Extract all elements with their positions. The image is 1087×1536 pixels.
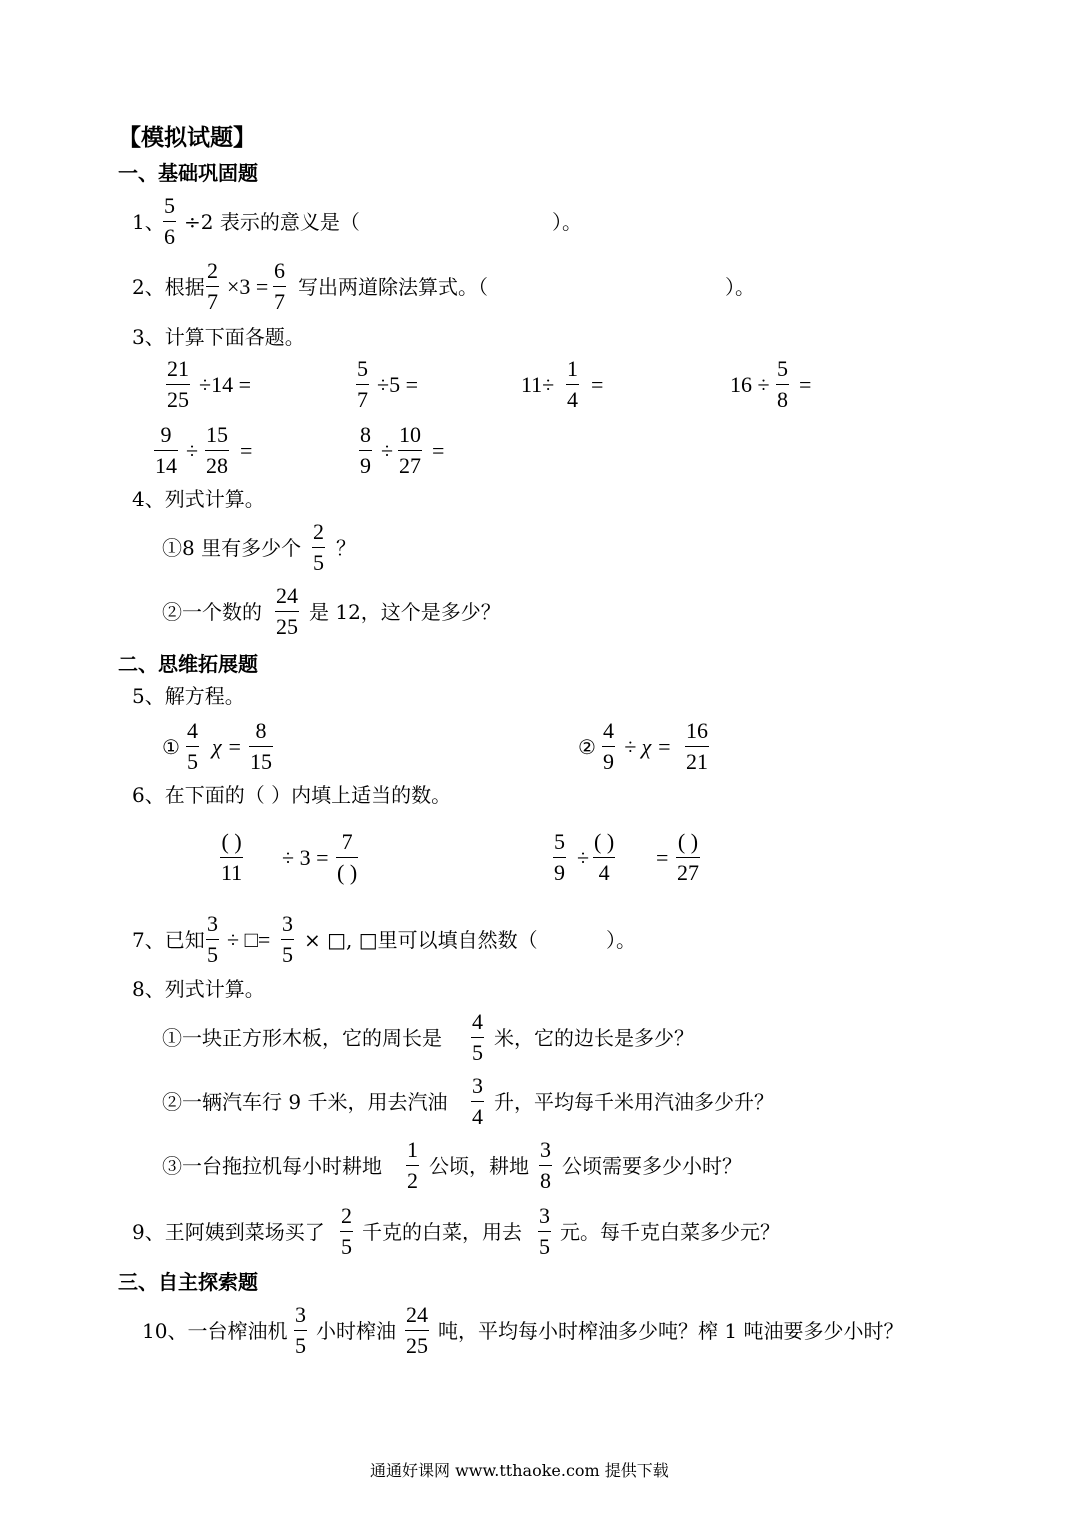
numerator: 1: [407, 1137, 418, 1162]
question-text: 是 12，这个是多少？: [309, 600, 501, 624]
denominator: 5: [295, 1333, 306, 1358]
fraction: [398, 424, 422, 477]
fraction: [406, 1139, 419, 1192]
denominator: 9: [554, 860, 565, 885]
denominator: 8: [777, 387, 788, 412]
operator: =: [656, 845, 669, 870]
denominator: 25: [406, 1333, 428, 1358]
question-label: 7、已知: [132, 928, 205, 952]
variable: ÷ χ =: [624, 734, 672, 759]
numerator: 3: [540, 1137, 551, 1162]
expression-tail: =: [591, 372, 604, 397]
question-text: ②一辆汽车行 9 千米，用去汽油: [162, 1090, 448, 1114]
question-label: 6、在下面的（ ）内填上适当的数。: [132, 783, 452, 807]
fraction: [154, 424, 178, 477]
numerator: 16: [686, 718, 708, 743]
denominator: 11: [221, 860, 243, 885]
item-marker: ②: [578, 735, 596, 759]
fraction: [340, 1205, 353, 1258]
denominator: 28: [206, 453, 228, 478]
fraction: [206, 260, 219, 313]
answer-blank-close: ）。: [552, 210, 582, 234]
fraction: [249, 720, 273, 773]
expression-tail: =: [799, 372, 812, 397]
question-text: 吨，平均每小时榨油多少吨？榨 1 吨油要多少小时？: [438, 1319, 904, 1343]
fraction: [356, 358, 369, 411]
expression-lead: 16 ÷: [730, 372, 770, 397]
question-text: 小时榨油: [316, 1319, 396, 1343]
fraction: [676, 831, 700, 884]
fraction: [273, 260, 286, 313]
fraction: [471, 1011, 484, 1064]
numerator: 8: [255, 718, 267, 743]
fraction: [405, 1304, 429, 1357]
question-label: 5、解方程。: [132, 684, 245, 708]
fraction: [471, 1075, 484, 1128]
operator: ÷: [381, 438, 394, 463]
question-text: ÷2 表示的意义是（: [184, 210, 360, 234]
denominator: 27: [677, 860, 699, 885]
denominator: 4: [598, 860, 610, 885]
operator: ÷: [186, 438, 199, 463]
denominator: 5: [282, 942, 293, 967]
expression-lead: 11÷: [521, 372, 555, 397]
question-text: ③一台拖拉机每小时耕地: [162, 1154, 382, 1178]
fraction: [538, 1205, 551, 1258]
question-text: ②一个数的: [162, 600, 262, 624]
fraction: [206, 913, 219, 966]
numerator: 3: [539, 1203, 550, 1228]
question-label: 3、计算下面各题。: [132, 325, 305, 349]
numerator: 5: [777, 356, 788, 381]
section-heading-exploration: 三、自主探索题: [118, 1270, 258, 1294]
question-text: 升，平均每千米用汽油多少升？: [494, 1090, 774, 1114]
question-text: ①一块正方形木板，它的周长是: [162, 1026, 442, 1050]
question-text: 公顷需要多少小时？: [562, 1154, 742, 1178]
denominator: 7: [207, 289, 218, 314]
question-text: 元。每千克白菜多少元？: [560, 1220, 780, 1244]
denominator: 21: [686, 749, 708, 774]
fraction: [281, 913, 294, 966]
denominator: 5: [539, 1234, 550, 1259]
item-marker: ①: [162, 735, 180, 759]
numerator: 5: [164, 193, 175, 218]
question-text: 公顷，耕地: [429, 1154, 529, 1178]
expression-tail: ÷5 =: [377, 372, 418, 397]
denominator: 9: [603, 749, 614, 774]
denominator: 4: [567, 387, 578, 412]
question-text: 米，它的边长是多少？: [494, 1026, 694, 1050]
page-title: 【模拟试题】: [118, 124, 256, 151]
fraction: [166, 358, 190, 411]
numerator: 7: [341, 829, 353, 854]
operator: ÷: [577, 845, 590, 870]
expression-tail: =: [432, 438, 445, 463]
answer-blank-close: ）。: [725, 275, 755, 299]
numerator: 3: [207, 911, 218, 936]
question-text: × □, □里可以填自然数（: [304, 928, 538, 952]
fraction: [539, 1139, 552, 1192]
denominator: 8: [540, 1168, 551, 1193]
fraction: [336, 831, 358, 884]
denominator: 2: [407, 1168, 418, 1193]
denominator: 5: [472, 1040, 483, 1065]
question-label: 2、根据: [132, 275, 205, 299]
operator: ÷ □=: [227, 927, 271, 952]
operator: ÷ 3 =: [282, 845, 329, 870]
question-label: 8、列式计算。: [132, 977, 265, 1001]
denominator: 5: [207, 942, 218, 967]
fraction: [186, 720, 199, 773]
numerator: 8: [360, 422, 371, 447]
denominator: 25: [276, 614, 298, 639]
numerator: 1: [567, 356, 578, 381]
expression-tail: =: [240, 438, 253, 463]
numerator: 24: [276, 583, 298, 608]
page-footer: 通通好课网 www.tthaoke.com 提供下载: [370, 1461, 669, 1480]
denominator: 5: [313, 550, 324, 575]
numerator: 4: [472, 1009, 483, 1034]
section-heading-basic: 一、基础巩固题: [118, 161, 258, 185]
numerator: 9: [160, 422, 172, 447]
numerator: 2: [313, 519, 324, 544]
numerator: 10: [399, 422, 421, 447]
denominator: 7: [357, 387, 368, 412]
operator: ×3 =: [227, 274, 269, 299]
numerator: 24: [406, 1302, 428, 1327]
denominator: 7: [274, 289, 285, 314]
fraction: [205, 424, 229, 477]
question-label: 1、: [132, 210, 165, 234]
denominator: 5: [187, 749, 198, 774]
variable: χ =: [212, 734, 243, 759]
denominator: 4: [472, 1104, 483, 1129]
numerator: 3: [472, 1073, 483, 1098]
denominator: 9: [360, 453, 371, 478]
numerator: 4: [603, 718, 614, 743]
numerator: 15: [206, 422, 228, 447]
question-text: 10、一台榨油机: [142, 1319, 288, 1343]
fraction: [220, 831, 243, 884]
numerator: 21: [167, 356, 189, 381]
numerator: 5: [357, 356, 368, 381]
question-label: 4、列式计算。: [132, 487, 265, 511]
answer-blank-close: ）。: [606, 928, 636, 952]
question-text: 写出两道除法算式。（: [298, 275, 488, 299]
numerator: 4: [187, 718, 198, 743]
fraction: [685, 720, 709, 773]
fraction: [294, 1304, 307, 1357]
question-text: 千克的白菜，用去: [362, 1220, 522, 1244]
denominator: ( ): [337, 860, 358, 885]
denominator: 14: [155, 453, 177, 478]
numerator: 3: [295, 1302, 306, 1327]
numerator: ( ): [677, 829, 699, 854]
section-heading-extension: 二、思维拓展题: [118, 652, 258, 676]
fraction: [312, 521, 325, 574]
fraction: [566, 358, 579, 411]
numerator: 2: [341, 1203, 352, 1228]
fraction: [275, 585, 299, 638]
fraction: [359, 424, 372, 477]
fraction: [602, 720, 615, 773]
numerator: ( ): [221, 829, 242, 854]
expression-tail: ÷14 =: [199, 372, 251, 397]
numerator: 6: [274, 258, 285, 283]
denominator: 27: [399, 453, 421, 478]
fraction: [163, 195, 176, 248]
fraction: [776, 358, 789, 411]
numerator: ( ): [594, 829, 615, 854]
numerator: 5: [554, 829, 565, 854]
denominator: 5: [341, 1234, 352, 1259]
fraction: [593, 831, 615, 884]
fraction: [553, 831, 566, 884]
denominator: 25: [167, 387, 189, 412]
numerator: 3: [282, 911, 293, 936]
question-text: ？: [336, 536, 356, 560]
denominator: 15: [250, 749, 272, 774]
numerator: 2: [207, 258, 218, 283]
question-text: 9、王阿姨到菜场买了: [132, 1220, 325, 1244]
question-text: ①8 里有多少个: [162, 536, 302, 560]
denominator: 6: [164, 224, 175, 249]
